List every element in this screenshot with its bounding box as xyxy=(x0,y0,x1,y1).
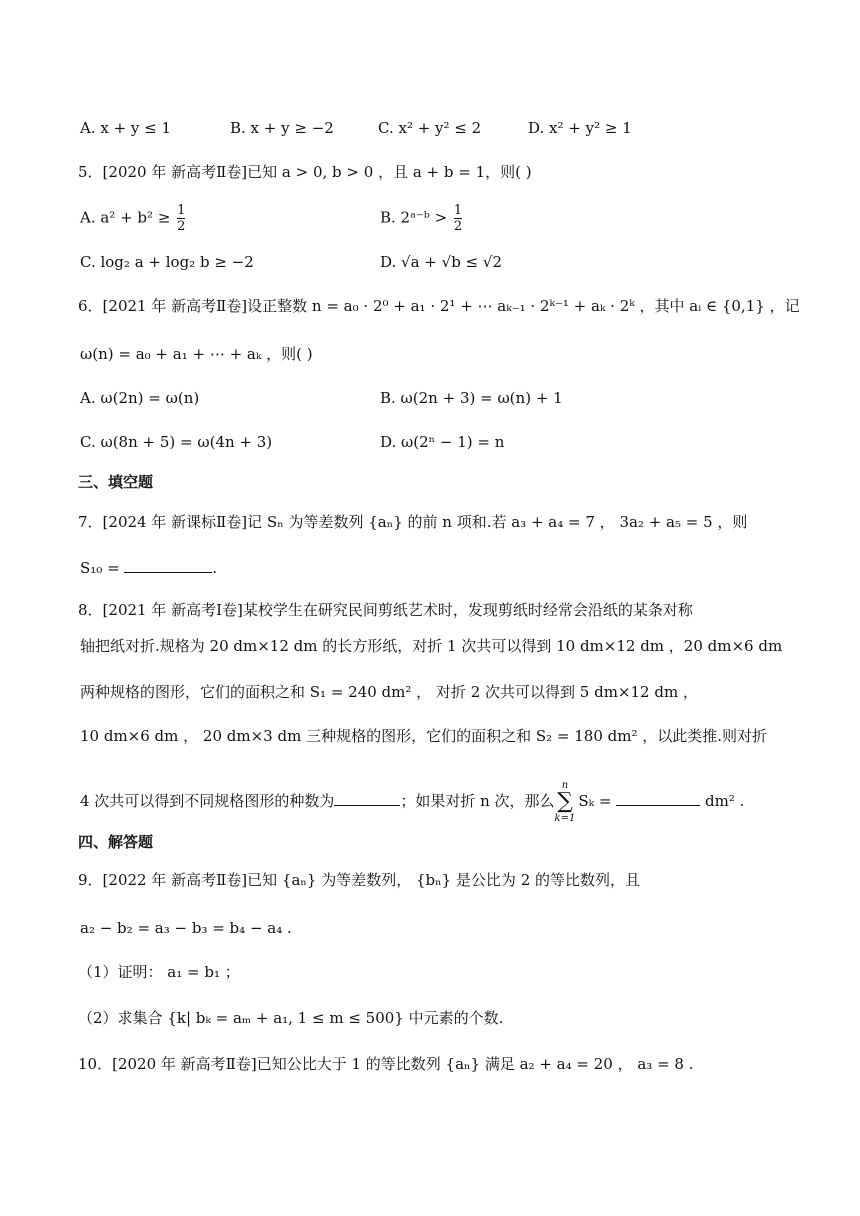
q8-sum-question: ；如果对折 n 次，那么 xyxy=(400,792,555,810)
q6-option-b: B. ω(2n + 3) = ω(n) + 1 xyxy=(380,389,563,407)
q4-option-a: A. x + y ≤ 1 xyxy=(80,119,172,137)
q9-line1: 9．[2022 年 新高考Ⅱ卷]已知 {aₙ} 为等差数列， {bₙ} 是公比为 2 的等比数列，且 xyxy=(78,871,641,889)
section-heading-fill-in: 三、填空题 xyxy=(78,473,154,491)
sum-lower-limit: k=1 xyxy=(554,813,576,824)
q8-line4: 10 dm×6 dm ， 20 dm×3 dm 三种规格的图形，它们的面积之和 S₂ = 180 dm² ，以此类推.则对折 xyxy=(80,727,768,745)
q8-sum-term: Sₖ = xyxy=(578,792,612,810)
q8-unit: dm² . xyxy=(705,792,745,810)
sum-upper-limit: n xyxy=(561,780,569,791)
q8-line3: 两种规格的图形，它们的面积之和 S₁ = 240 dm² ， 对折 2 次共可以得到 5 dm×12 dm ， xyxy=(80,683,698,701)
fraction-denominator: 2 xyxy=(453,219,463,234)
fraction-denominator: 2 xyxy=(177,219,186,234)
q5-stem: 5．[2020 年 新高考Ⅱ卷]已知 a > 0, b > 0 ，且 a + b = 1，则( ) xyxy=(78,163,532,181)
q4-option-c: C. x² + y² ≤ 2 xyxy=(378,119,482,137)
q5-option-b-text: B. 2ᵃ⁻ᵇ > xyxy=(380,208,452,227)
fraction-numerator: 1 xyxy=(453,203,463,218)
q9-line2: a₂ − b₂ = a₃ − b₃ = b₄ − a₄ . xyxy=(80,919,292,937)
q7-period: . xyxy=(212,559,218,577)
q8-line1: 8．[2021 年 新高考Ⅰ卷]某校学生在研究民间剪纸艺术时，发现剪纸时经常会沿纸的某条对称 xyxy=(78,601,693,619)
q6-stem-line1: 6．[2021 年 新高考Ⅱ卷]设正整数 n = a₀ · 2⁰ + a₁ · 2¹ + ⋯ aₖ₋₁ · 2ᵏ⁻¹ + aₖ · 2ᵏ ，其中 aᵢ ∈ {0,1} ，记 xyxy=(78,297,800,315)
q5-option-b xyxy=(380,204,464,233)
q6-option-d: D. ω(2ⁿ − 1) = n xyxy=(380,433,505,451)
q8-answer-blank-2[interactable] xyxy=(616,791,700,806)
q4-option-d: D. x² + y² ≥ 1 xyxy=(528,119,632,137)
q6-option-a: A. ω(2n) = ω(n) xyxy=(80,389,200,407)
q7-answer-blank[interactable] xyxy=(124,558,212,573)
q5-option-b-fraction xyxy=(454,204,462,233)
q8-line2: 轴把纸对折.规格为 20 dm×12 dm 的长方形纸，对折 1 次共可以得到 10 dm×12 dm ，20 dm×6 dm xyxy=(80,637,783,655)
q5-option-a xyxy=(80,204,187,233)
q6-stem-line2: ω(n) = a₀ + a₁ + ⋯ + aₖ ，则( ) xyxy=(80,345,313,363)
q8-count-question: 4 次共可以得到不同规格图形的种数为 xyxy=(80,792,335,810)
q8-answer-blank-1[interactable] xyxy=(334,791,400,806)
q5-option-a-fraction xyxy=(177,204,185,233)
summation-sign: n ∑ k=1 xyxy=(554,780,576,824)
q8-line5 xyxy=(80,780,744,824)
section-heading-solutions: 四、解答题 xyxy=(78,833,154,851)
q10-line1: 10．[2020 年 新高考Ⅱ卷]已知公比大于 1 的等比数列 {aₙ} 满足 a₂ + a₄ = 20 ， a₃ = 8 . xyxy=(78,1055,694,1073)
q9-part1: （1）证明： a₁ = b₁ ； xyxy=(78,963,240,981)
q7-line1: 7．[2024 年 新课标Ⅱ卷]记 Sₙ 为等差数列 {aₙ} 的前 n 项和.若 a₃ + a₄ = 7 ， 3a₂ + a₅ = 5 ，则 xyxy=(78,513,748,531)
q7-line2 xyxy=(80,558,217,578)
fraction-numerator: 1 xyxy=(177,203,186,218)
q5-option-c: C. log₂ a + log₂ b ≥ −2 xyxy=(80,253,254,271)
q5-option-a-text: A. a² + b² ≥ xyxy=(80,208,176,227)
q9-part2: （2）求集合 {k| bₖ = aₘ + a₁, 1 ≤ m ≤ 500} 中元素的个数. xyxy=(78,1009,504,1027)
q4-option-b: B. x + y ≥ −2 xyxy=(230,119,334,137)
q7-s10-label: S₁₀ = xyxy=(80,559,125,577)
q5-option-d: D. √a + √b ≤ √2 xyxy=(380,253,502,271)
q6-option-c: C. ω(8n + 5) = ω(4n + 3) xyxy=(80,433,273,451)
